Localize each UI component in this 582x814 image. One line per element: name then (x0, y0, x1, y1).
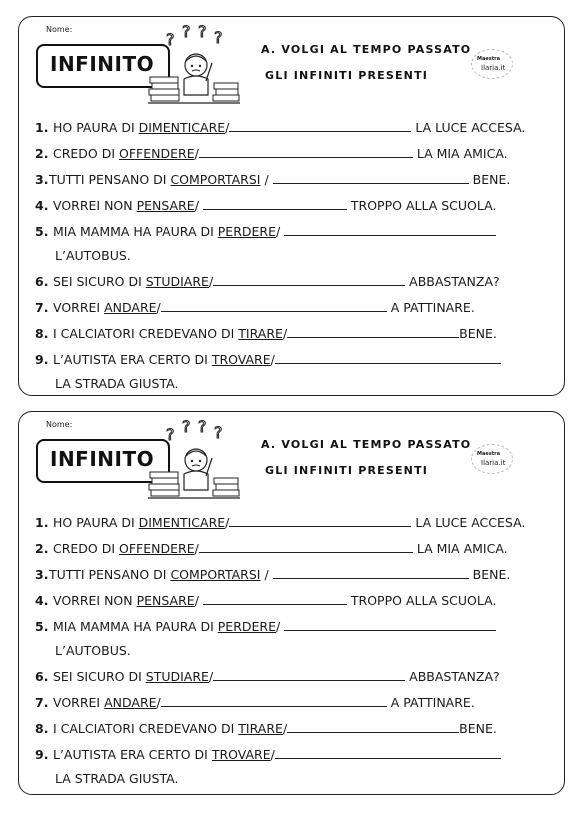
exercise-number: 8. (35, 326, 49, 341)
exercise-verb: PERDERE (217, 619, 276, 634)
exercise-row (35, 219, 555, 269)
exercise-sep: / (276, 619, 281, 634)
exercise-continuation: L’AUTOBUS. (55, 248, 131, 263)
exercise-sep: / (208, 669, 214, 684)
answer-blank[interactable] (284, 221, 496, 236)
answer-blank[interactable] (199, 538, 413, 553)
exercise-row (35, 193, 555, 219)
answer-blank[interactable] (213, 271, 405, 286)
exercise-number: 4. (35, 593, 49, 608)
exercise-text: BENE. (472, 172, 511, 187)
worksheet-card-bottom (18, 411, 565, 795)
exercise-text: ABBASTANZA? (409, 274, 500, 289)
answer-blank[interactable] (161, 692, 387, 707)
name-label: Nome: (46, 25, 73, 34)
answer-blank[interactable] (203, 590, 347, 605)
exercise-text: L’AUTISTA ERA CERTO DI (52, 352, 212, 367)
exercise-sep: / (194, 593, 199, 608)
exercise-verb: OFFENDERE (119, 541, 195, 556)
exercise-number: 6. (35, 274, 49, 289)
exercise-sep: / (225, 515, 230, 530)
exercise-list (35, 510, 555, 792)
exercise-verb: ANDARE (104, 300, 157, 315)
exercise-sep: / (194, 198, 199, 213)
exercise-text: VORREI (52, 300, 105, 315)
answer-blank[interactable] (229, 117, 411, 132)
exercise-verb: DIMENTICARE (138, 120, 226, 135)
exercise-continuation: L’AUTOBUS. (55, 643, 131, 658)
exercise-verb: COMPORTARSI (170, 172, 261, 187)
worksheet-card-top (18, 16, 565, 396)
exercise-text: L’AUTISTA ERA CERTO DI (52, 747, 212, 762)
exercise-verb: PERDERE (217, 224, 276, 239)
exercise-verb: ANDARE (104, 695, 157, 710)
name-label: Nome: (46, 420, 73, 429)
logo-text-1: Maestra (477, 56, 500, 62)
exercise-number: 8. (35, 721, 49, 736)
answer-blank[interactable] (213, 666, 405, 681)
worksheet-title: INFINITO (50, 52, 155, 76)
exercise-row (35, 141, 555, 167)
exercise-row (35, 536, 555, 562)
exercise-verb: STUDIARE (145, 669, 209, 684)
svg-text:?: ? (214, 423, 223, 442)
exercise-row (35, 321, 555, 347)
exercise-text: TUTTI PENSANO DI (49, 567, 171, 582)
exercise-row (35, 588, 555, 614)
exercise-row (35, 347, 555, 397)
exercise-row (35, 510, 555, 536)
instruction-line-1: A. VOLGI AL TEMPO PASSATO (261, 43, 472, 56)
answer-blank[interactable] (273, 169, 469, 184)
exercise-text: VORREI NON (52, 593, 137, 608)
exercise-verb: PENSARE (136, 593, 195, 608)
answer-blank[interactable] (161, 297, 387, 312)
exercise-verb: DIMENTICARE (138, 515, 226, 530)
exercise-row (35, 690, 555, 716)
exercise-sep: / (282, 326, 288, 341)
exercise-text: TUTTI PENSANO DI (49, 172, 171, 187)
exercise-sep: / (225, 120, 230, 135)
exercise-verb: TROVARE (211, 747, 271, 762)
exercise-text: CREDO DI (52, 146, 120, 161)
answer-blank[interactable] (284, 616, 496, 631)
exercise-text: HO PAURA DI (52, 515, 139, 530)
exercise-text: CREDO DI (52, 541, 120, 556)
exercise-text: MIA MAMMA HA PAURA DI (52, 619, 218, 634)
exercise-sep: / (270, 352, 275, 367)
exercise-row (35, 167, 555, 193)
svg-text:?: ? (198, 418, 207, 436)
exercise-text: I CALCIATORI CREDEVANO DI (52, 326, 239, 341)
instruction-line-2: GLI INFINITI PRESENTI (265, 69, 429, 82)
instruction-line-1: A. VOLGI AL TEMPO PASSATO (261, 438, 472, 451)
exercise-text: I CALCIATORI CREDEVANO DI (52, 721, 239, 736)
exercise-sep: / (156, 695, 161, 710)
exercise-row (35, 115, 555, 141)
exercise-number: 9. (35, 352, 49, 367)
exercise-number: 5. (35, 224, 49, 239)
exercise-verb: TROVARE (211, 352, 271, 367)
exercise-text: ABBASTANZA? (409, 669, 500, 684)
exercise-text: A PATTINARE. (390, 695, 475, 710)
exercise-sep: / (270, 747, 275, 762)
exercise-verb: TIRARE (238, 326, 283, 341)
answer-blank[interactable] (203, 195, 347, 210)
exercise-continuation: LA STRADA GIUSTA. (55, 771, 179, 786)
svg-text:?: ? (166, 425, 175, 444)
exercise-sep: / (260, 172, 269, 187)
exercise-number: 6. (35, 669, 49, 684)
answer-blank[interactable] (229, 512, 411, 527)
exercise-sep: / (156, 300, 161, 315)
svg-text:?: ? (182, 418, 191, 436)
exercise-number: 7. (35, 300, 49, 315)
exercise-row (35, 664, 555, 690)
exercise-sep: / (276, 224, 281, 239)
exercise-text: LA LUCE ACCESA. (415, 120, 526, 135)
logo-text-1: Maestra (477, 451, 500, 457)
exercise-row (35, 742, 555, 792)
exercise-verb: TIRARE (238, 721, 283, 736)
exercise-number: 3. (35, 567, 49, 582)
exercise-number: 1. (35, 120, 49, 135)
exercise-verb: OFFENDERE (119, 146, 195, 161)
exercise-number: 2. (35, 146, 49, 161)
svg-text:?: ? (182, 23, 191, 41)
exercise-text: A PATTINARE. (390, 300, 475, 315)
logo-text-2: Ilaria.it (481, 459, 506, 467)
exercise-text: SEI SICURO DI (52, 274, 146, 289)
instruction-line-2: GLI INFINITI PRESENTI (265, 464, 429, 477)
exercise-number: 7. (35, 695, 49, 710)
exercise-number: 5. (35, 619, 49, 634)
exercise-text: VORREI (52, 695, 105, 710)
exercise-row (35, 614, 555, 664)
exercise-number: 9. (35, 747, 49, 762)
exercise-text: BENE. (459, 721, 497, 736)
exercise-verb: PENSARE (136, 198, 195, 213)
exercise-sep: / (194, 541, 199, 556)
svg-text:?: ? (214, 28, 223, 47)
exercise-text: MIA MAMMA HA PAURA DI (52, 224, 218, 239)
answer-blank[interactable] (273, 564, 469, 579)
exercise-continuation: LA STRADA GIUSTA. (55, 376, 179, 391)
exercise-text: VORREI NON (52, 198, 137, 213)
exercise-text: HO PAURA DI (52, 120, 139, 135)
exercise-row (35, 716, 555, 742)
exercise-row (35, 295, 555, 321)
exercise-text: BENE. (472, 567, 511, 582)
exercise-text: TROPPO ALLA SCUOLA. (350, 198, 497, 213)
exercise-text: LA MIA AMICA. (416, 146, 508, 161)
logo-text-2: Ilaria.it (481, 64, 506, 72)
exercise-number: 4. (35, 198, 49, 213)
exercise-row (35, 562, 555, 588)
exercise-text: TROPPO ALLA SCUOLA. (350, 593, 497, 608)
exercise-number: 1. (35, 515, 49, 530)
answer-blank[interactable] (275, 349, 501, 364)
exercise-number: 2. (35, 541, 49, 556)
exercise-list (35, 115, 555, 397)
answer-blank[interactable] (287, 323, 459, 338)
exercise-sep: / (260, 567, 269, 582)
svg-text:?: ? (166, 30, 175, 49)
exercise-row (35, 269, 555, 295)
thinking-child-with-books-illustration (144, 23, 244, 109)
answer-blank[interactable] (287, 718, 459, 733)
site-logo (467, 47, 523, 81)
exercise-verb: STUDIARE (145, 274, 209, 289)
exercise-text: SEI SICURO DI (52, 669, 146, 684)
svg-text:?: ? (198, 23, 207, 41)
exercise-text: BENE. (459, 326, 497, 341)
site-logo (467, 442, 523, 476)
exercise-sep: / (194, 146, 199, 161)
exercise-text: LA MIA AMICA. (416, 541, 508, 556)
exercise-verb: COMPORTARSI (170, 567, 261, 582)
exercise-number: 3. (35, 172, 49, 187)
exercise-sep: / (282, 721, 288, 736)
worksheet-title: INFINITO (50, 447, 155, 471)
thinking-child-with-books-illustration (144, 418, 244, 504)
answer-blank[interactable] (199, 143, 413, 158)
exercise-text: LA LUCE ACCESA. (415, 515, 526, 530)
exercise-sep: / (208, 274, 214, 289)
answer-blank[interactable] (275, 744, 501, 759)
